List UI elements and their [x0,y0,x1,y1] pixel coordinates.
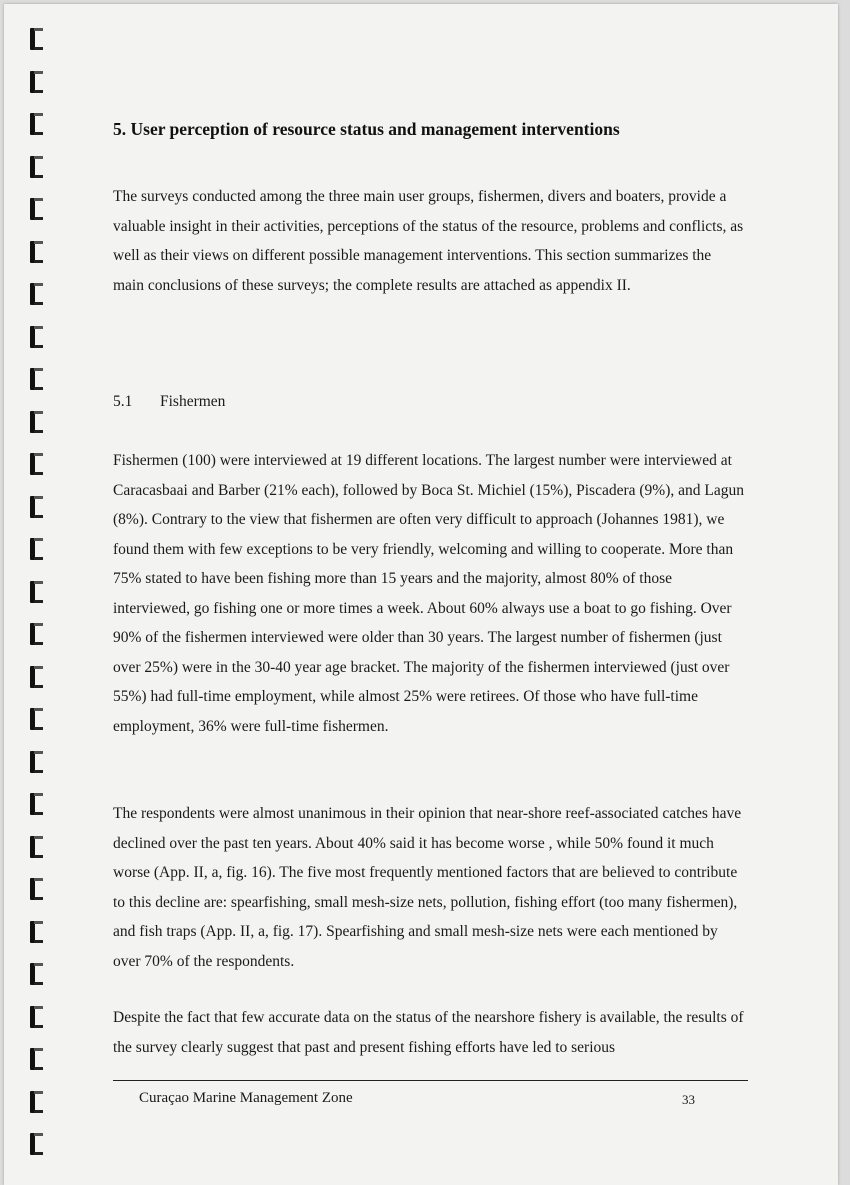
binder-ring [26,494,42,520]
binder-ring [26,26,42,52]
status-paragraph: Despite the fact that few accurate data on the status of the nearshore fishery is available, the results of the survey clearly suggest that past and present fishing efforts have led to serious [113,1009,744,1056]
binder-ring [26,1089,42,1115]
binder-ring [26,706,42,732]
binder-ring [26,919,42,945]
footer-title: Curaçao Marine Management Zone [139,1090,353,1106]
binder-ring [26,409,42,435]
binder-ring [26,536,42,562]
binder-ring [26,791,42,817]
binder-ring [26,1004,42,1030]
footer-divider [113,1080,748,1081]
binder-ring [26,1131,42,1157]
binder-ring [26,876,42,902]
binder-ring [26,239,42,265]
subsection-number: 5.1 [113,393,133,410]
binder-ring [26,621,42,647]
section-heading: 5. User perception of resource status and management interventions [113,119,620,139]
intro-paragraph: The surveys conducted among the three main user groups, fishermen, divers and boaters, provide a valuable insight in their activities, perceptions of the status of the resource, problems and conflicts, as well as their views on different possible management interventions. This section summarizes the main conclusions of these surveys; the complete results are attached as appendix II. [113,188,744,294]
subsection-heading [113,393,225,411]
binder-ring [26,324,42,350]
subsection-title: Fishermen [160,393,226,410]
fishermen-paragraph: Fishermen (100) were interviewed at 19 different locations. The largest number were interviewed at Caracasbaai and Barber (21% each), followed by Boca St. Michiel (15%), Piscadera (9%), and Lagun (8%). Contrary to the view that fishermen are often very difficult to approach (Johannes 1981), we found them with few exceptions to be very friendly, welcoming and willing to cooperate. More than 75% stated to have been fishing more than 15 years and the majority, almost 80% of those interviewed, go fishing one or more times a week. About 60% always use a boat to go fishing. Over 90% of the fishermen interviewed were older than 30 years. The largest number of fishermen (just over 25%) were in the 30-40 year age bracket. The majority of the fishermen interviewed (just over 55%) had full-time employment, while almost 25% were retirees. Of those who have full-time employment, 36% were full-time fishermen. [113,452,744,735]
binder-ring [26,196,42,222]
binder-ring [26,834,42,860]
binder-ring [26,281,42,307]
binder-ring [26,366,42,392]
binder-rings [26,0,48,1185]
binder-ring [26,69,42,95]
binder-ring [26,111,42,137]
binder-ring [26,749,42,775]
binder-ring [26,961,42,987]
binder-ring [26,579,42,605]
binder-ring [26,664,42,690]
decline-paragraph: The respondents were almost unanimous in their opinion that near-shore reef-associated catches have declined over the past ten years. About 40% said it has become worse , while 50% found it much worse (App. II, a, fig. 16). The five most frequently mentioned factors that are believed to contribute to this decline are: spearfishing, small mesh-size nets, pollution, fishing effort (too many fishermen), and fish traps (App. II, a, fig. 17). Spearfishing and small mesh-size nets were each mentioned by over 70% of the respondents. [113,805,742,970]
binder-ring [26,451,42,477]
page-number: 33 [682,1092,695,1107]
binder-ring [26,1046,42,1072]
binder-ring [26,154,42,180]
